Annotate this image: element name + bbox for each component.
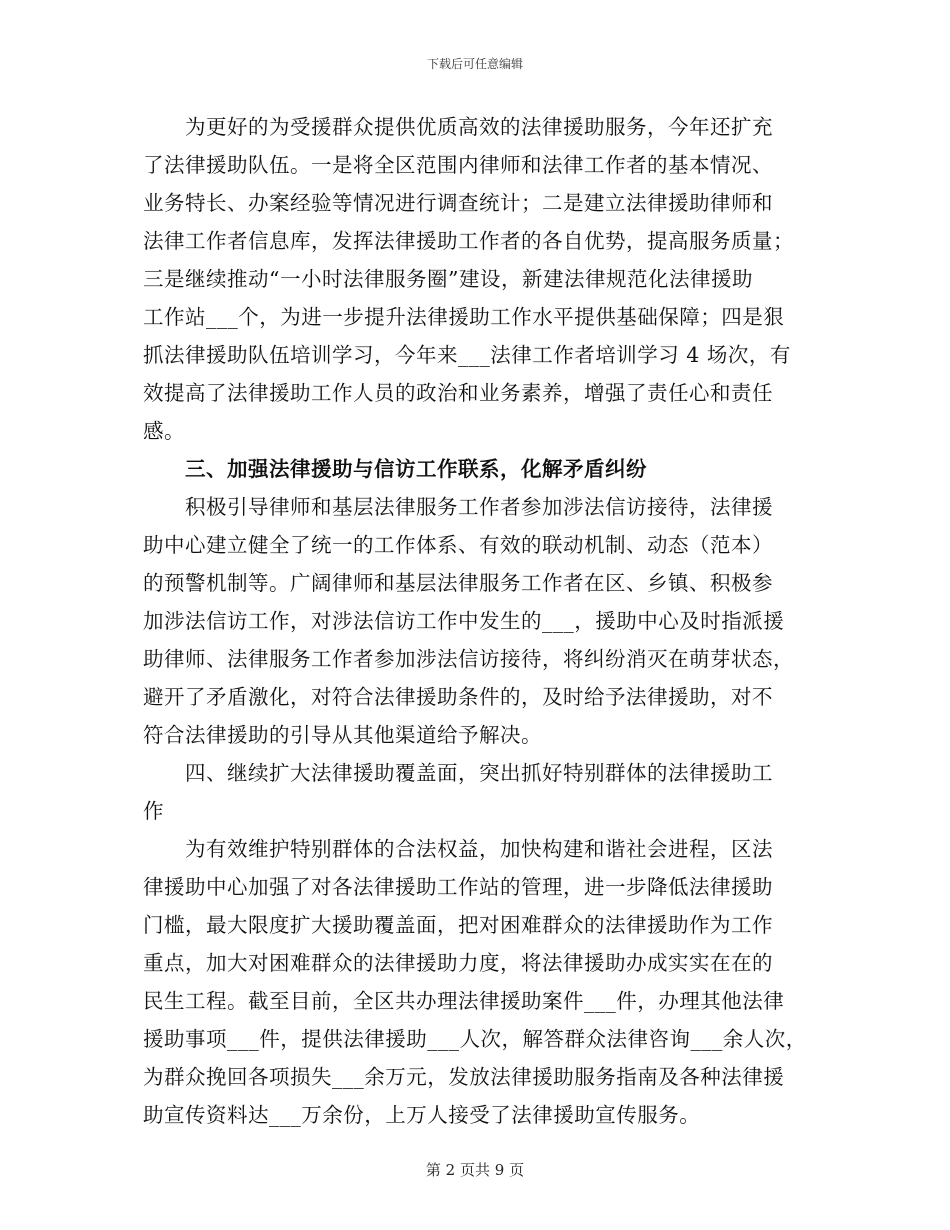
paragraph-line: 重点，加大对困难群众的法律援助力度，将法律援助办成实实在在的 [143,951,773,975]
paragraph-line: 避开了矛盾激化，对符合法律援助条件的，及时给予法律援助，对不 [143,685,773,709]
paragraph-line: 门槛，最大限度扩大援助覆盖面，把对困难群众的法律援助作为工作 [143,913,773,937]
paragraph-line: 加涉法信访工作，对涉法信访工作中发生的___，援助中心及时指派援 [143,609,785,633]
section-title-line: 四、继续扩大法律援助覆盖面，突出抓好特别群体的法律援助工 [185,761,773,785]
paragraph-line: 感。 [143,419,185,443]
paragraph-line: 效提高了法律援助工作人员的政治和业务素养，增强了责任心和责任 [143,381,773,405]
paragraph-line: 为更好的为受援群众提供优质高效的法律援助服务，今年还扩充 [185,115,773,139]
paragraph-line: 为群众挽回各项损失___余万元，发放法律援助服务指南及各种法律援 [143,1065,785,1089]
paragraph-line: 法律工作者信息库，发挥法律援助工作者的各自优势，提高服务质量； [143,229,794,253]
paragraph-line: 援助事项___件，提供法律援助___人次，解答群众法律咨询___余人次， [143,1027,807,1051]
paragraph-line: 抓法律援助队伍培训学习，今年来___法律工作者培训学习 4 场次，有 [143,343,791,367]
page-header: 下载后可任意编辑 [426,57,523,71]
paragraph-line: 的预警机制等。广阔律师和基层法律服务工作者在区、乡镇、积极参 [143,571,773,595]
paragraph-line: 符合法律援助的引导从其他渠道给予解决。 [143,723,542,747]
paragraph-line: 工作站___个，为进一步提升法律援助工作水平提供基础保障；四是狠 [143,305,785,329]
section-heading: 三、加强法律援助与信访工作联系，化解矛盾纠纷 [185,457,647,481]
paragraph-line: 三是继续推动“一小时法律服务圈”建设，新建法律规范化法律援助 [143,267,753,291]
document-body [143,108,811,1134]
section-title-line: 作 [143,799,164,823]
page-number: 第 2 页共 9 页 [425,1161,525,1179]
paragraph-line: 律援助中心加强了对各法律援助工作站的管理，进一步降低法律援助 [143,875,773,899]
paragraph-line: 业务特长、办案经验等情况进行调查统计；二是建立法律援助律师和 [143,191,773,215]
paragraph-line: 了法律援助队伍。一是将全区范围内律师和法律工作者的基本情况、 [143,153,773,177]
paragraph-line: 积极引导律师和基层法律服务工作者参加涉法信访接待，法律援 [185,495,773,519]
paragraph-line: 助宣传资料达___万余份，上万人接受了法律援助宣传服务。 [143,1103,701,1127]
paragraph-line: 民生工程。截至目前，全区共办理法律援助案件___件，办理其他法律 [143,989,785,1013]
paragraph-line: 助中心建立健全了统一的工作体系、有效的联动机制、动态（范本） [143,533,773,557]
paragraph-line: 为有效维护特别群体的合法权益，加快构建和谐社会进程，区法 [185,837,773,861]
paragraph-line: 助律师、法律服务工作者参加涉法信访接待，将纠纷消灭在萌芽状态， [143,647,794,671]
